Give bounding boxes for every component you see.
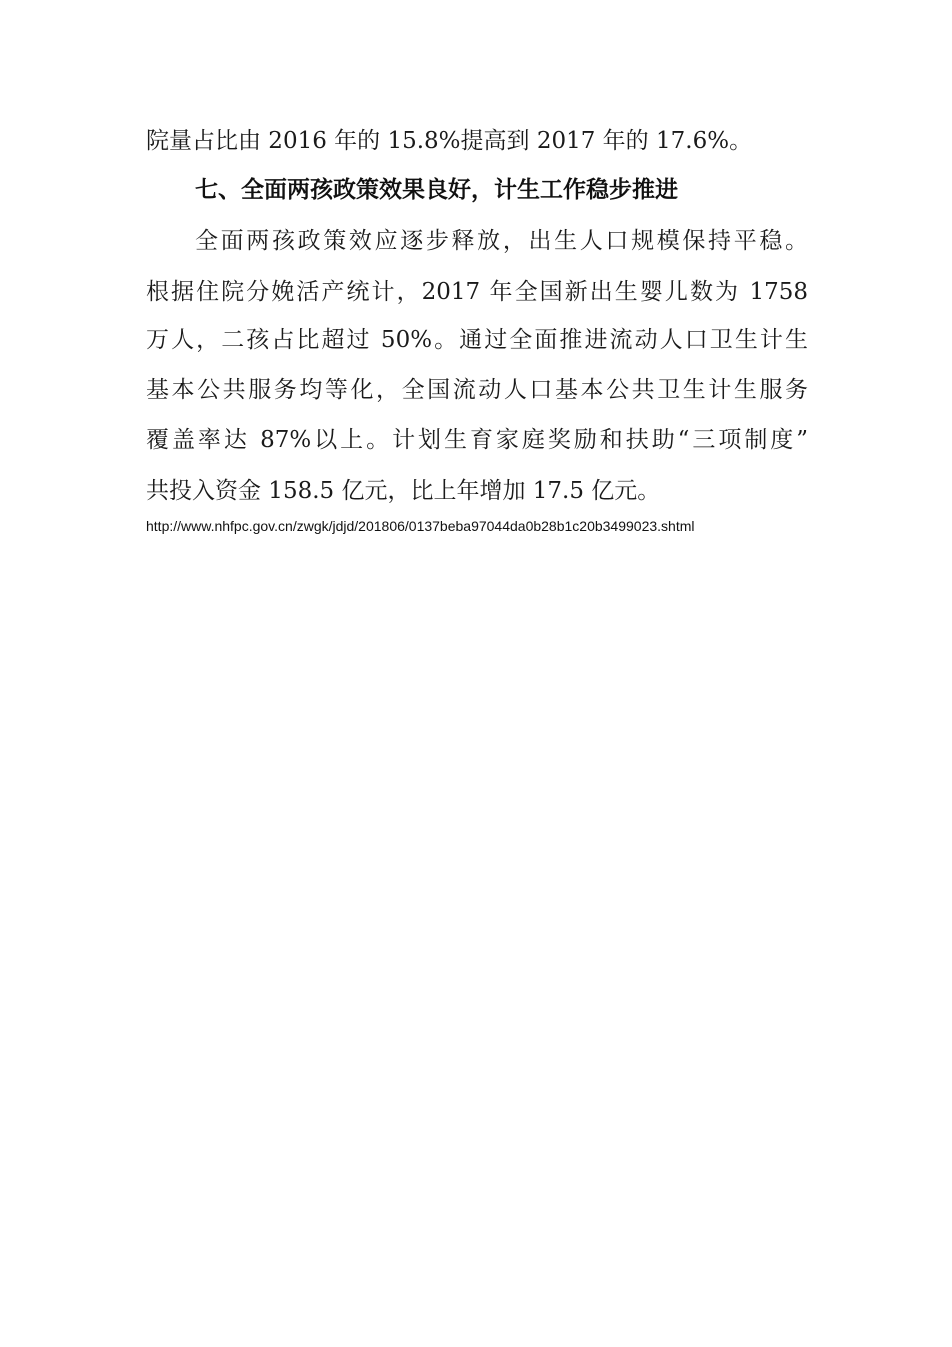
- paragraph-line-3: 根据住院分娩活产统计，2017 年全国新出生婴儿数为 1758: [146, 279, 808, 305]
- source-url-link[interactable]: http://www.nhfpc.gov.cn/zwgk/jdjd/201806/0137beba97044da0b28b1c20b3499023.shtml: [146, 518, 695, 534]
- paragraph-line-4: 万人，二孩占比超过 50%。通过全面推进流动人口卫生计生: [146, 327, 808, 353]
- section-heading: 七、全面两孩政策效果良好，计生工作稳步推进: [195, 177, 678, 203]
- paragraph-line-6: 覆盖率达 87%以上。计划生育家庭奖励和扶助“三项制度”: [146, 427, 808, 453]
- paragraph-line-1: 院量占比由 2016 年的 15.8%提高到 2017 年的 17.6%。: [146, 128, 753, 154]
- paragraph-line-5: 基本公共服务均等化，全国流动人口基本公共卫生计生服务: [146, 377, 808, 403]
- paragraph-line-7: 共投入资金 158.5 亿元，比上年增加 17.5 亿元。: [146, 478, 661, 504]
- paragraph-line-2: 全面两孩政策效应逐步释放，出生人口规模保持平稳。: [195, 228, 808, 254]
